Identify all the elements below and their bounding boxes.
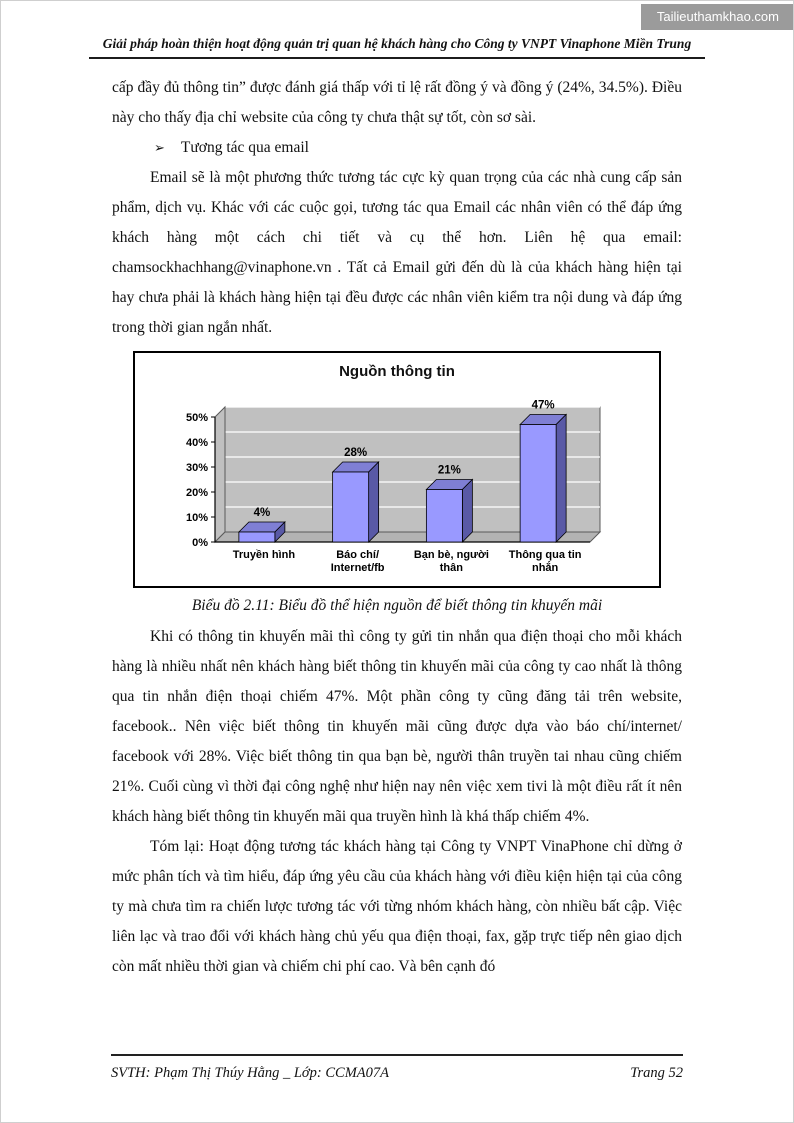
bar-chart (135, 382, 659, 580)
header-title: Giải pháp hoàn thiện hoạt động quản trị quan hệ khách hàng cho Công ty VNPT Vinaphone Miền Trung (102, 36, 692, 51)
paragraph-continuation: cấp đầy đủ thông tin” được đánh giá thấp với tỉ lệ rất đồng ý và đồng ý (24%, 34.5%). Điều này cho thấy địa chỉ website của công ty chưa thật sự tốt, còn sơ sài. (112, 79, 682, 126)
bar-side-face (369, 462, 379, 542)
y-axis-label: 50% (185, 412, 208, 424)
page-header (89, 1, 705, 59)
footer-page-number: Trang 52 (630, 1065, 683, 1081)
watermark: Tailieuthamkhao.com (641, 4, 793, 30)
y-axis-label: 10% (185, 512, 208, 524)
bar-side-face (462, 480, 472, 543)
footer-author: SVTH: Phạm Thị Thúy Hằng _ Lớp: CCMA07A (111, 1065, 390, 1081)
x-axis-label: Truyền hình (232, 549, 296, 561)
bullet-text: Tương tác qua email (180, 139, 309, 156)
bar (426, 490, 462, 543)
bar-value-label: 21% (437, 464, 461, 477)
chart-title: Nguồn thông tin (339, 363, 455, 380)
page-content (112, 59, 682, 982)
plot-side-wall (215, 407, 225, 542)
chart-figure (133, 351, 661, 588)
y-axis-label: 0% (192, 537, 208, 549)
x-axis-label: thân (439, 562, 463, 574)
bar-value-label: 47% (531, 399, 555, 412)
x-axis-label: Internet/fb (330, 562, 385, 574)
arrow-bullet-icon: ➢ (154, 140, 165, 155)
x-axis-label: nhắn (531, 562, 559, 574)
bullet-item (154, 133, 682, 163)
x-axis-label: Bạn bè, người (413, 549, 489, 561)
page-footer (111, 1054, 683, 1082)
paragraph-email: Email sẽ là một phương thức tương tác cực kỳ quan trọng của các nhà cung cấp sản phẩm, dịch vụ. Khác với các cuộc gọi, tương tác qua Email các nhân viên có thể đáp ứng khách hàng một cách chi tiết và cụ thể hơn. Liên hệ qua email: chamsockhachhang@vinaphone.vn . Tất cả Email gửi đến dù là của khách hàng hiện tại hay chưa phải là khách hàng hiện tại đều được các nhân viên kiểm tra nội dung và đáp ứng trong thời gian ngắn nhất. (112, 169, 682, 336)
bar (239, 532, 275, 542)
y-axis-label: 30% (185, 462, 208, 474)
x-axis-label: Thông qua tin (508, 549, 582, 561)
paragraph-analysis: Khi có thông tin khuyến mãi thì công ty gửi tin nhắn qua điện thoại cho mỗi khách hàng là nhiều nhất nên khách hàng biết thông tin khuyến mãi của công ty cao nhất là thông qua tin nhắn điện thoại chiếm 47%. Một phần công ty cũng đăng tải trên website, facebook.. Nên việc biết thông tin khuyến mãi cũng được dựa vào báo chí/internet/ facebook với 28%. Việc biết thông tin qua bạn bè, người thân truyền tai nhau cũng chiếm 21%. Cuối cùng vì thời đại công nghệ như hiện nay nên việc xem tivi là một điều rất ít nên khách hàng biết thông tin khuyến mãi qua truyền hình là khá thấp chiếm 4%. (112, 628, 682, 825)
bar-value-label: 28% (344, 447, 368, 459)
y-axis-label: 40% (185, 437, 208, 449)
bar (520, 425, 556, 543)
chart-caption: Biểu đồ 2.11: Biểu đồ thể hiện nguồn để biết thông tin khuyến mãi (191, 597, 603, 614)
bar-value-label: 4% (253, 507, 271, 519)
y-axis-label: 20% (185, 487, 208, 499)
bar (333, 472, 369, 542)
x-axis-label: Báo chí/ (336, 549, 380, 561)
bar-side-face (556, 415, 566, 543)
paragraph-summary: Tóm lại: Hoạt động tương tác khách hàng tại Công ty VNPT VinaPhone chỉ dừng ở mức phân tích và tìm hiểu, đáp ứng yêu cầu của khách hàng với điều kiện hiện tại của công ty mà chưa tìm ra chiến lược tương tác với từng nhóm khách hàng, còn nhiều bất cập. Việc liên lạc và trao đổi với khách hàng chủ yếu qua điện thoại, fax, gặp trực tiếp nên giao dịch còn mất nhiều thời gian và chiếm chi phí cao. Và bên cạnh đó (112, 838, 682, 975)
